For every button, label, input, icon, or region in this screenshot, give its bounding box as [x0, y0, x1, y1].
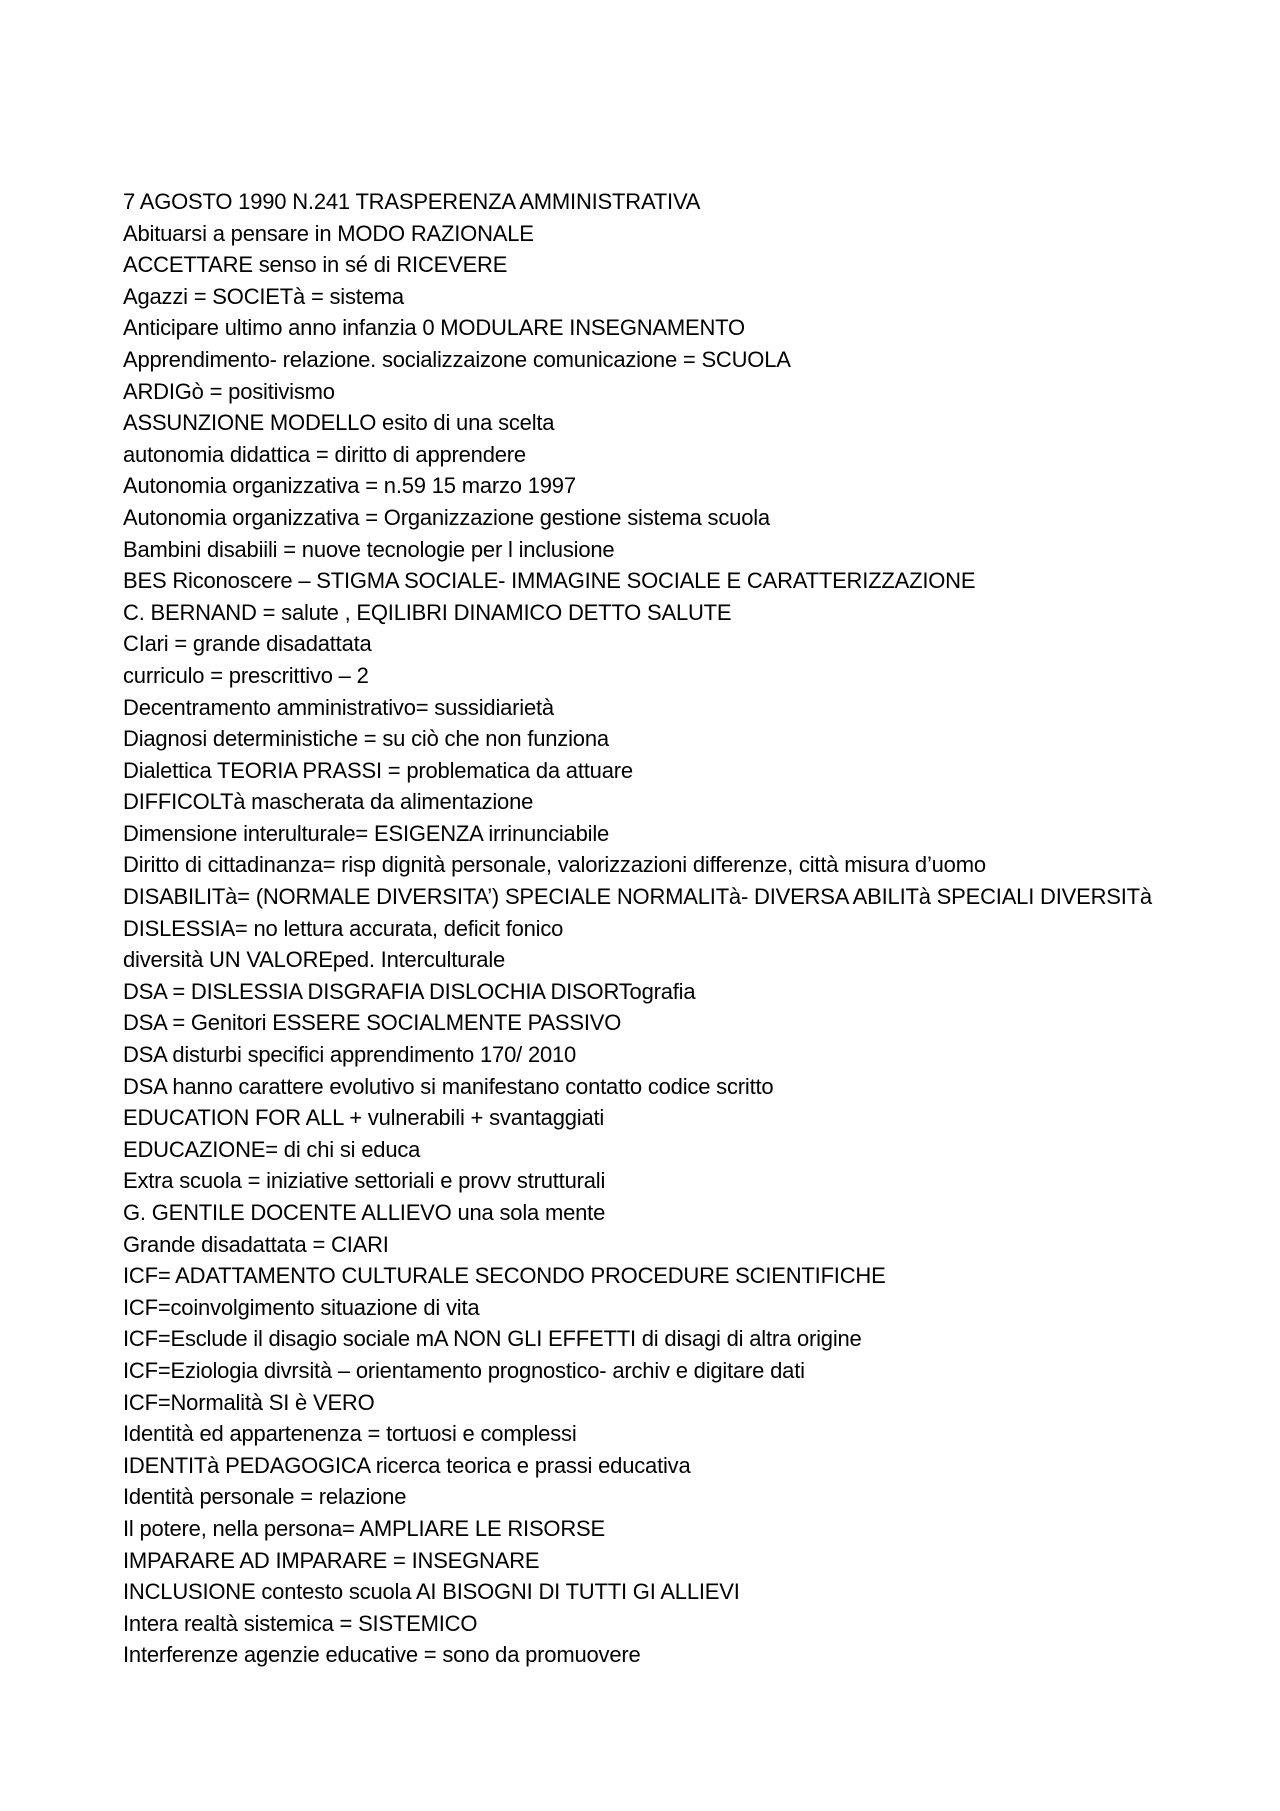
text-line: Il potere, nella persona= AMPLIARE LE RISORSE — [123, 1515, 605, 1541]
text-line: DISLESSIA= no lettura accurata, deficit fonico — [123, 915, 564, 941]
text-line: DSA disturbi specifici apprendimento 170/ 2010 — [123, 1042, 577, 1068]
text-line: Abituarsi a pensare in MODO RAZIONALE — [123, 220, 534, 246]
text-line: EDUCATION FOR ALL + vulnerabili + svantaggiati — [123, 1105, 605, 1131]
text-line: Dialettica TEORIA PRASSI = problematica da attuare — [123, 757, 633, 783]
text-line: IMPARARE AD IMPARARE = INSEGNARE — [123, 1547, 540, 1573]
text-line: Extra scuola = iniziative settoriali e provv strutturali — [123, 1168, 606, 1194]
text-line: DISABILITà= (NORMALE DIVERSITA’) SPECIALE NORMALITà- DIVERSA ABILITà SPECIALI DIVERSITà — [123, 884, 1152, 910]
text-line: G. GENTILE DOCENTE ALLIEVO una sola mente — [123, 1200, 606, 1225]
text-line: DSA = DISLESSIA DISGRAFIA DISLOCHIA DISORTografia — [123, 978, 696, 1004]
text-line: ICF=Esclude il disagio sociale mA NON GLI EFFETTI di disagi di altra origine — [123, 1326, 862, 1352]
text-line: diversità UN VALOREped. Interculturale — [123, 947, 506, 973]
text-line: INCLUSIONE contesto scuola AI BISOGNI DI TUTTI GI ALLIEVI — [123, 1579, 740, 1605]
text-line: Grande disadattata = CIARI — [123, 1231, 389, 1257]
text-line: Identità personale = relazione — [123, 1484, 407, 1510]
text-line: Autonomia organizzativa = Organizzazione gestione sistema scuola — [123, 504, 770, 530]
text-line: ICF=coinvolgimento situazione di vita — [123, 1294, 480, 1320]
text-line: Autonomia organizzativa = n.59 15 marzo 1997 — [123, 473, 576, 499]
text-line: DSA hanno carattere evolutivo si manifestano contatto codice scritto — [123, 1073, 774, 1099]
text-line: autonomia didattica = diritto di apprendere — [123, 441, 526, 467]
text-line: DIFFICOLTà mascherata da alimentazione — [123, 789, 534, 815]
text-line: CIari = grande disadattata — [123, 631, 372, 657]
text-line: ASSUNZIONE MODELLO esito di una scelta — [123, 410, 555, 436]
text-line: ACCETTARE senso in sé di RICEVERE — [123, 252, 508, 278]
text-line: Agazzi = SOCIETà = sistema — [123, 283, 404, 309]
text-line: Apprendimento- relazione. socializzaizone comunicazione = SCUOLA — [123, 346, 791, 372]
text-line: EDUCAZIONE= di chi si educa — [123, 1136, 421, 1162]
text-line: Intera realtà sistemica = SISTEMICO — [123, 1610, 478, 1636]
text-line: DSA = Genitori ESSERE SOCIALMENTE PASSIVO — [123, 1010, 622, 1036]
notes-list — [123, 186, 1223, 1671]
text-line: curriculo = prescrittivo – 2 — [123, 662, 369, 688]
text-line: Anticipare ultimo anno infanzia 0 MODULARE INSEGNAMENTO — [123, 315, 745, 341]
text-line: Dimensione interulturale= ESIGENZA irrinunciabile — [123, 820, 610, 846]
text-line: Diritto di cittadinanza= risp dignità personale, valorizzazioni differenze, città misura d’uomo — [123, 852, 986, 878]
text-line: 7 AGOSTO 1990 N.241 TRASPERENZA AMMINISTRATIVA — [123, 189, 701, 214]
text-line: BES Riconoscere – STIGMA SOCIALE- IMMAGINE SOCIALE E CARATTERIZZAZIONE — [123, 568, 976, 594]
text-line: C. BERNAND = salute , EQILIBRI DINAMICO DETTO SALUTE — [123, 599, 732, 625]
text-line: Diagnosi deterministiche = su ciò che non funziona — [123, 726, 609, 752]
text-line: ICF=Normalità SI è VERO — [123, 1389, 375, 1415]
text-line: ICF=Eziologia divrsità – orientamento prognostico- archiv e digitare dati — [123, 1357, 805, 1383]
text-line: IDENTITà PEDAGOGICA ricerca teorica e prassi educativa — [123, 1452, 691, 1478]
text-line: Interferenze agenzie educative = sono da promuovere — [123, 1642, 641, 1668]
text-line: Identità ed appartenenza = tortuosi e complessi — [123, 1421, 577, 1447]
text-line: Decentramento amministrativo= sussidiarietà — [123, 694, 554, 720]
text-line: ARDIGò = positivismo — [123, 378, 335, 404]
text-line: ICF= ADATTAMENTO CULTURALE SECONDO PROCEDURE SCIENTIFICHE — [123, 1263, 886, 1289]
text-line: Bambini disabiili = nuove tecnologie per l inclusione — [123, 536, 615, 562]
